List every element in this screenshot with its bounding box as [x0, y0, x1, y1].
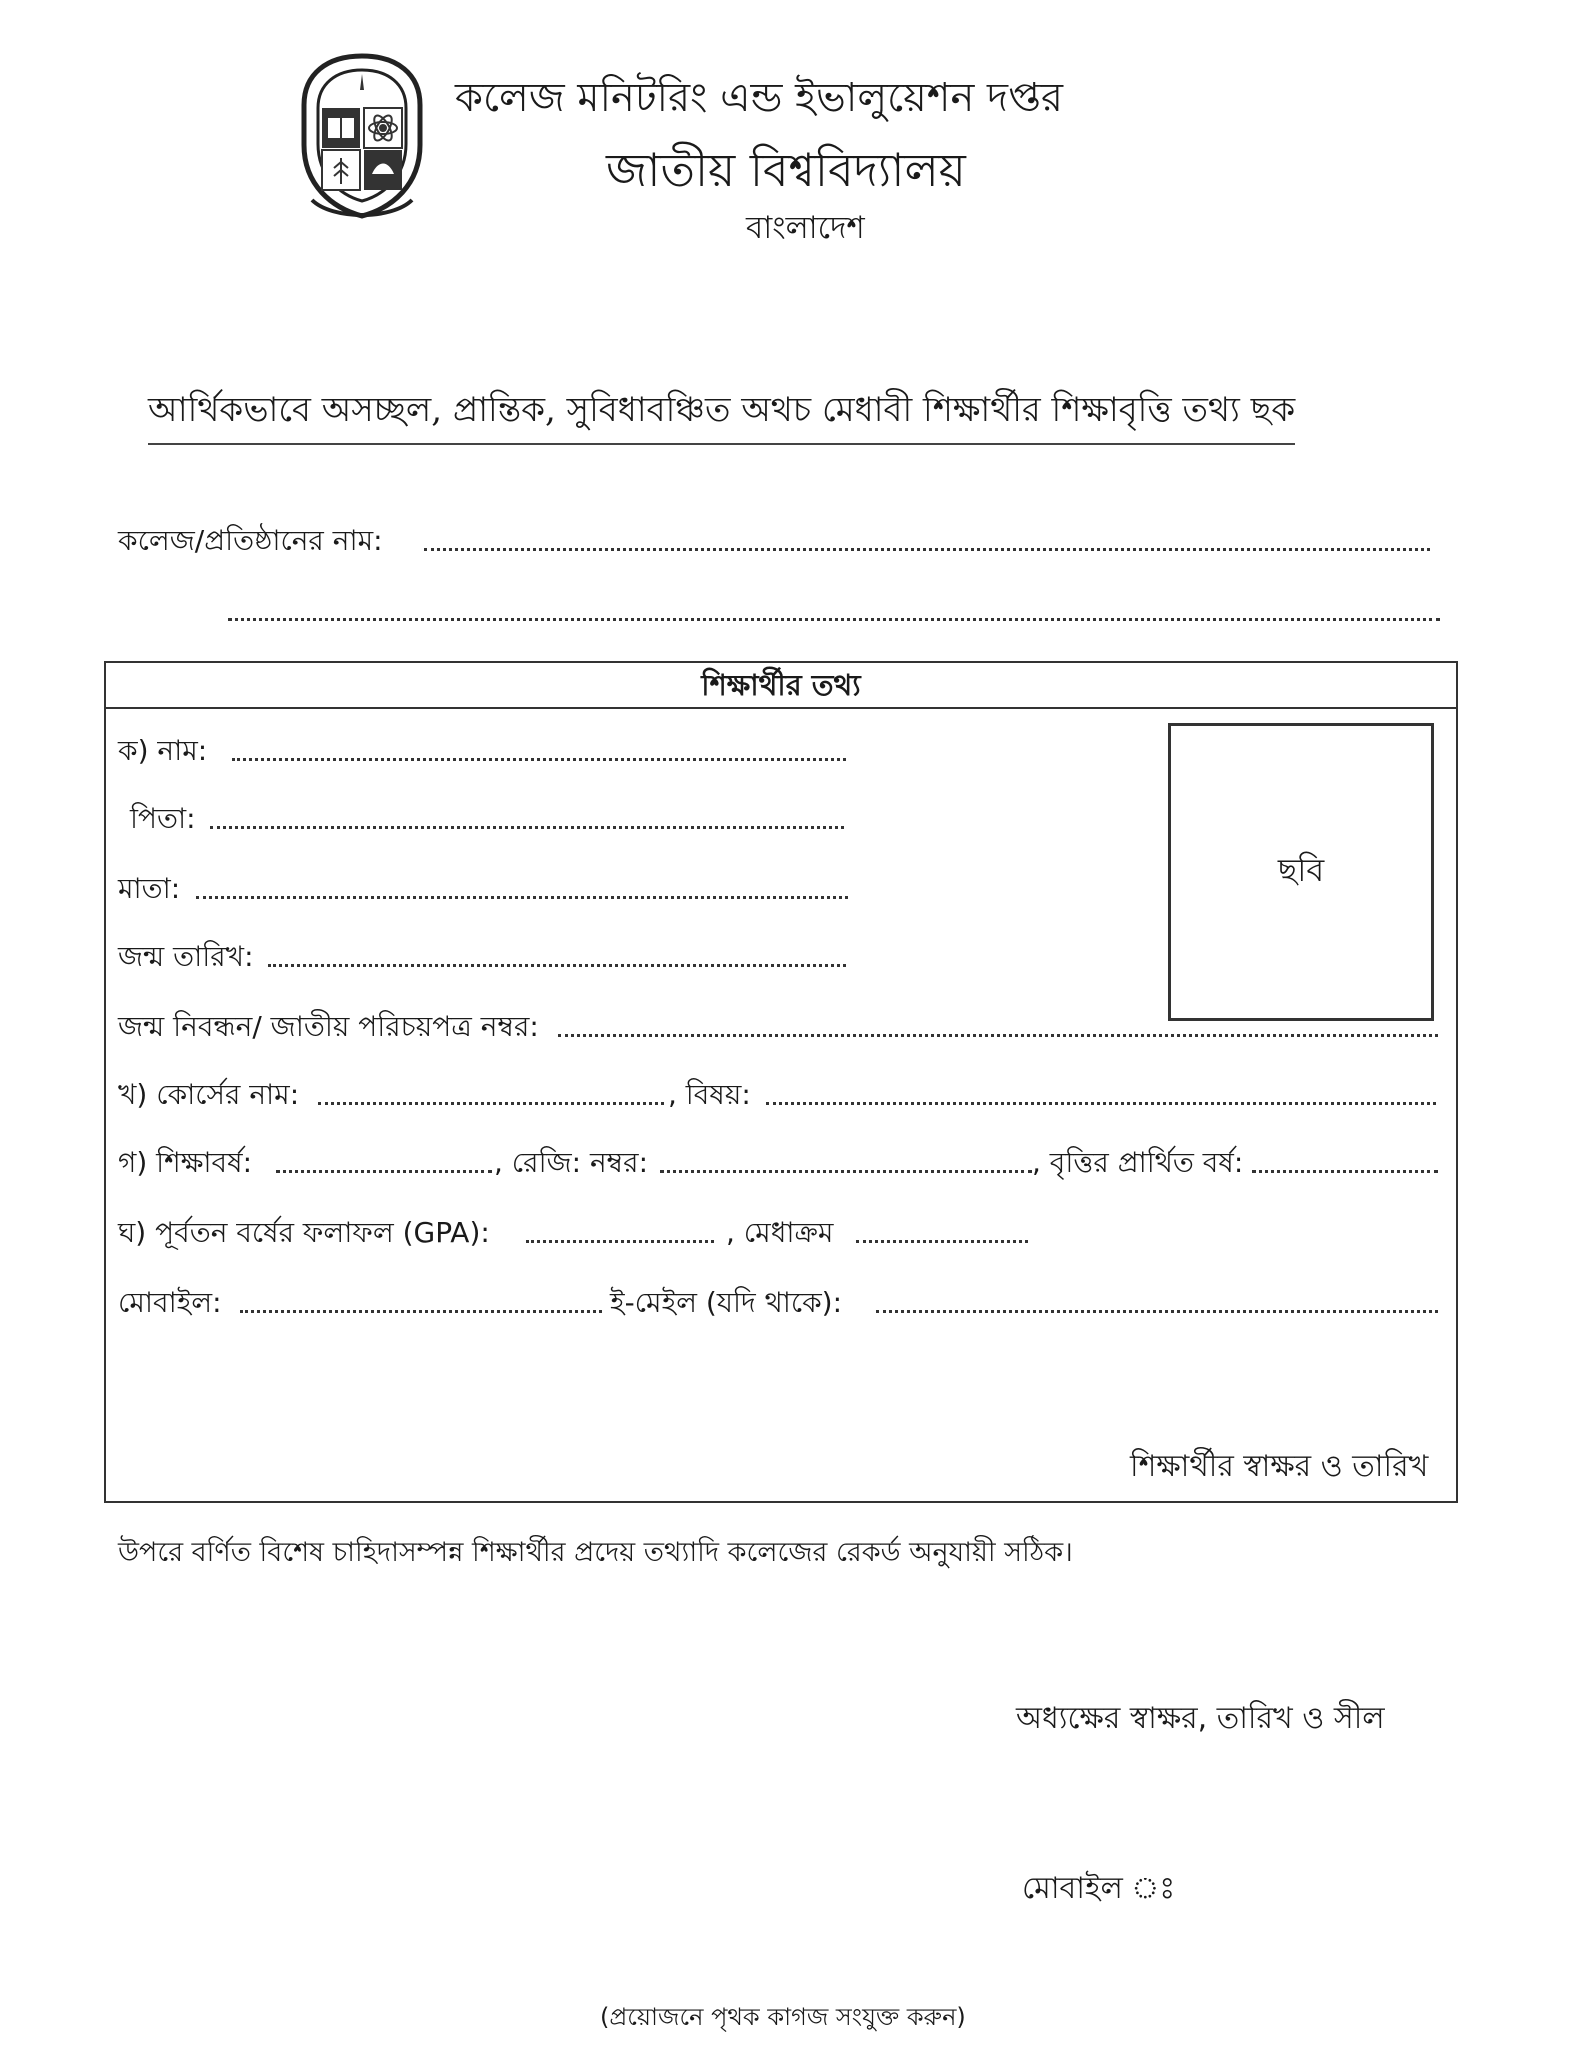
nid-label: জন্ম নিবন্ধন/ জাতীয় পরিচয়পত্র নম্বর: [118, 1010, 539, 1043]
course-label: খ) কোর্সের নাম: [118, 1078, 300, 1111]
college-name-label: কলেজ/প্রতিষ্ঠানের নাম: [118, 524, 383, 557]
name-field[interactable] [232, 758, 846, 761]
college-name-field-2[interactable] [228, 618, 1440, 621]
gpa-field[interactable] [526, 1240, 714, 1243]
college-name-field[interactable] [424, 548, 1430, 551]
university-name: জাতীয় বিশ্ববিদ্যালয় [606, 143, 966, 197]
session-label: গ) শিক্ষাবর্ষ: [118, 1146, 253, 1179]
merit-label: , মেধাক্রম [726, 1216, 834, 1249]
principal-mobile-label: মোবাইল ঃ [1022, 1871, 1176, 1906]
reg-field[interactable] [660, 1170, 1032, 1173]
email-label: ই-মেইল (যদি থাকে): [610, 1286, 843, 1319]
name-label: ক) নাম: [118, 734, 208, 767]
gpa-label: ঘ) পূর্বতন বর্ষের ফলাফল (GPA): [118, 1216, 490, 1249]
father-label: পিতা: [130, 802, 196, 835]
country-name: বাংলাদেশ [746, 210, 865, 246]
nid-field[interactable] [558, 1034, 1438, 1037]
session-field[interactable] [276, 1170, 492, 1173]
course-field[interactable] [318, 1102, 664, 1105]
scholarship-year-field[interactable] [1252, 1170, 1438, 1173]
subject-field[interactable] [766, 1102, 1436, 1105]
mobile-label: মোবাইল: [118, 1286, 222, 1319]
mother-field[interactable] [196, 896, 848, 899]
office-name: কলেজ মনিটরিং এন্ড ইভালুয়েশন দপ্তর [455, 75, 1063, 121]
dob-label: জন্ম তারিখ: [118, 940, 254, 973]
email-field[interactable] [876, 1310, 1438, 1313]
certification-text: উপরে বর্ণিত বিশেষ চাহিদাসম্পন্ন শিক্ষার্থীর প্রদেয় তথ্যাদি কলেজের রেকর্ড অনুযায়ী সঠিক। [118, 1537, 1073, 1568]
scholarship-year-label: , বৃত্তির প্রার্থিত বর্ষ: [1032, 1146, 1244, 1179]
mother-label: মাতা: [118, 872, 181, 905]
mobile-field[interactable] [240, 1310, 602, 1313]
footer-note: (প্রয়োজনে পৃথক কাগজ সংযুক্ত করুন) [600, 2003, 966, 2031]
subject-label: , বিষয়: [668, 1078, 751, 1111]
photo-label: ছবি [1277, 851, 1325, 889]
form-title: আর্থিকভাবে অসচ্ছল, প্রান্তিক, সুবিধাবঞ্চিত অথচ মেধাবী শিক্ষার্থীর শিক্ষাবৃত্তি তথ্য ছক [148, 384, 1295, 445]
photo-box[interactable] [1168, 723, 1434, 1021]
university-seal-icon [292, 50, 432, 220]
dob-field[interactable] [268, 964, 846, 967]
father-field[interactable] [210, 826, 844, 829]
student-info-heading: শিক্ষার্থীর তথ্য [106, 663, 1456, 709]
student-info-box [104, 661, 1458, 1503]
merit-field[interactable] [856, 1240, 1028, 1243]
reg-label: , রেজি: নম্বর: [494, 1146, 648, 1179]
principal-signature-label: অধ্যক্ষের স্বাক্ষর, তারিখ ও সীল [1016, 1701, 1385, 1736]
student-signature-label: শিক্ষার্থীর স্বাক্ষর ও তারিখ [1130, 1449, 1429, 1484]
